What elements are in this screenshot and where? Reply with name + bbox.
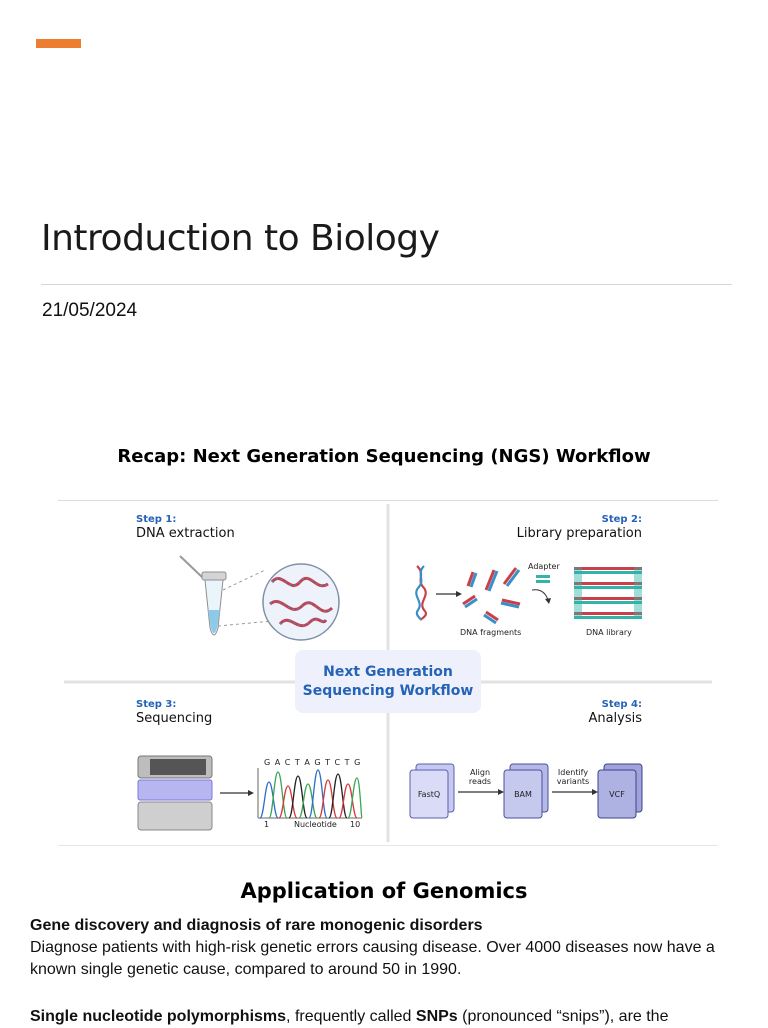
dna-library-label: DNA library [586,628,632,637]
identify-label-line1: Identify [557,768,589,777]
dna-zoom-icon [263,564,339,640]
step4-number: Step 4: [601,699,642,710]
axis-nucleotide-label: Nucleotide [294,820,337,829]
axis-end-label: 10 [350,820,361,829]
center-title-line2: Sequencing Workflow [302,683,474,699]
bam-label: BAM [514,790,532,799]
sequencer-machine-icon [138,756,212,830]
paragraph2-text [30,1006,742,1028]
paragraph1-title: Gene discovery and diagnosis of rare monogenic disorders [30,917,483,934]
step2-name: Library preparation [516,526,642,541]
chromatogram-icon [258,768,362,818]
identify-label-line2: variants [556,777,590,786]
align-label-line2: reads [468,777,492,786]
dna-library-icon [574,567,642,619]
sequence-letters: G A C T A G T C T G [264,758,362,767]
applications-heading: Application of Genomics [240,879,528,903]
step4-name: Analysis [588,711,642,726]
workflow-center-box [295,650,481,713]
align-label-line1: Align [469,768,491,777]
extraction-tube-icon [180,556,272,635]
step3-number: Step 3: [136,699,177,710]
vcf-label: VCF [609,790,625,799]
dna-fragments-label: DNA fragments [460,628,522,637]
title-divider [41,284,732,285]
adapter-icon [532,575,551,604]
fastq-label: FastQ [417,790,441,799]
adapter-label: Adapter [528,562,560,571]
page-title: Introduction to Biology [41,218,440,259]
dna-strand-icon [416,566,426,620]
step1-name: DNA extraction [136,526,235,541]
step1-number: Step 1: [136,514,177,525]
snp-term: Single nucleotide polymorphisms [30,1008,287,1025]
step2-number: Step 2: [601,514,642,525]
align-reads-label [466,768,494,786]
step3-name: Sequencing [136,711,213,726]
ngs-workflow-figure [58,500,718,846]
snps-abbrev: SNPs [415,1008,458,1025]
document-date: 21/05/2024 [42,300,138,321]
center-title-line1: Next Generation [323,664,453,680]
recap-heading: Recap: Next Generation Sequencing (NGS) Workflow [117,446,651,467]
paragraph2-text1: , frequently called [286,1008,416,1025]
paragraph2-text2: (pronounced “snips”), are the [457,1008,669,1025]
paragraph1-text: Diagnose patients with high-risk genetic errors causing disease. Over 4000 diseases now have a known single genetic cause, compared to around 50 in 1990. [30,939,715,978]
identify-variants-label [556,768,590,786]
accent-bar [36,39,81,48]
dna-fragments-icon [463,568,520,623]
axis-start-label: 1 [264,820,270,829]
